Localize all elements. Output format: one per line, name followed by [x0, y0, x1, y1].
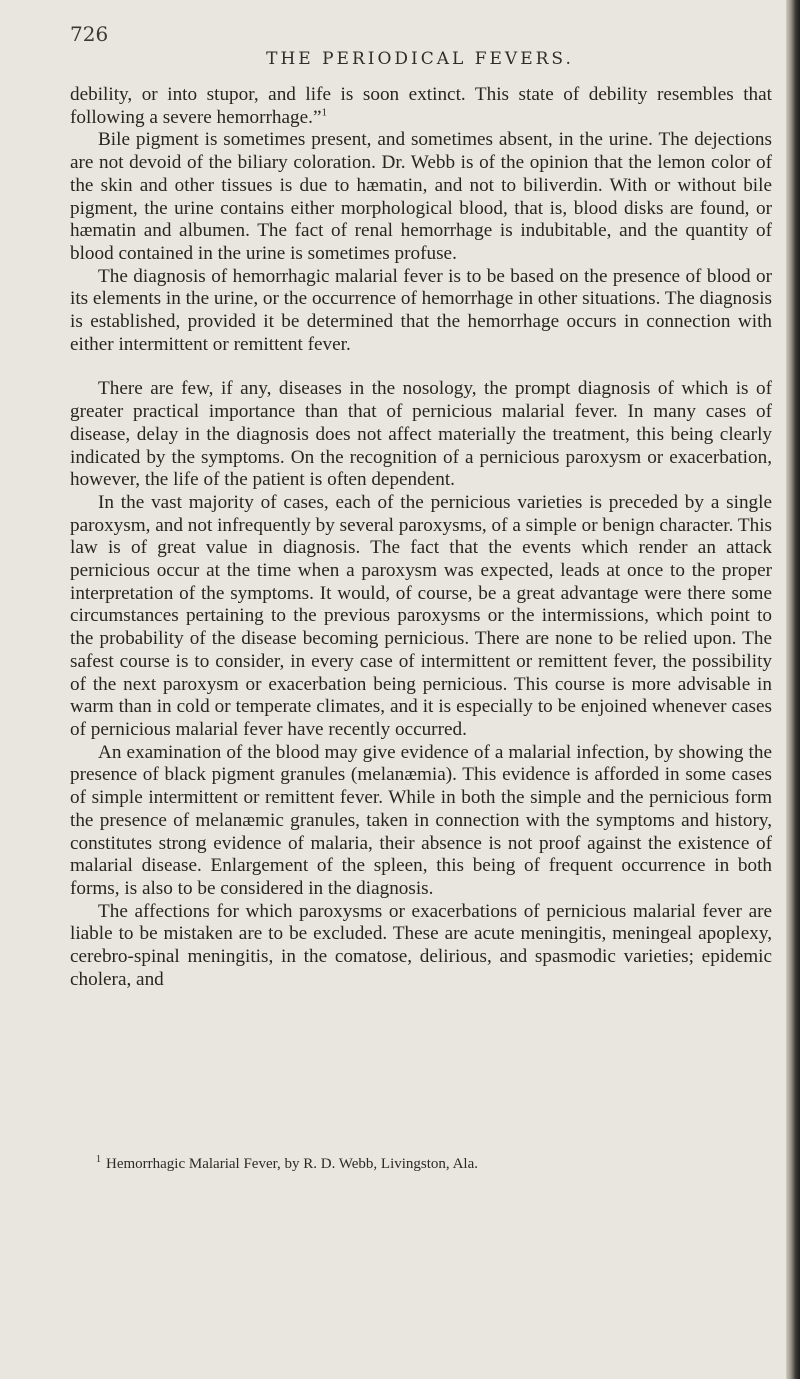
footnote-text: Hemorrhagic Malarial Fever, by R. D. Webb, Livingston, Ala. [106, 1156, 479, 1172]
paragraph-3: The diagnosis of hemorrhagic malarial fever is to be based on the presence of blood or its elements in the urine, or the occurrence of hemorrhage in other situations. The diagnosis is established, provided it be determined that the hemorrhage occurs in connection with either intermittent or remittent fever. [70, 265, 772, 355]
paragraph-4: There are few, if any, diseases in the nosology, the prompt diagnosis of which is of greater practical importance than that of pernicious malarial fever. In many cases of disease, delay in the diagnosis does not affect materially the treatment, this being clearly indicated by the symptoms. On the recognition of a pernicious paroxysm or exacerbation, however, the life of the patient is often dependent. [70, 378, 772, 491]
page-edge-shadow [786, 0, 800, 1379]
paragraph-7: The affections for which paroxysms or exacerbations of pernicious malarial fever are liable to be mistaken are to be excluded. These are acute meningitis, meningeal apoplexy, cerebro-spinal meningitis, in the comatose, delirious, and spasmodic varieties; epidemic cholera, and [70, 900, 772, 990]
paragraph-2: Bile pigment is sometimes present, and sometimes absent, in the urine. The dejections are not devoid of the biliary coloration. Dr. Webb is of the opinion that the lemon color of the skin and other tissues is due to hæmatin, and not to biliverdin. With or without bile pigment, the urine contains either morphological blood, that is, blood disks are found, or hæmatin and albumen. The fact of renal hemorrhage is indubitable, and the quantity of blood contained in the urine is sometimes profuse. [70, 129, 772, 264]
page-number: 726 [70, 22, 109, 46]
footnote-reference: 1 [321, 106, 327, 119]
footnote-mark: 1 [96, 1154, 101, 1165]
running-head: THE PERIODICAL FEVERS. [266, 49, 574, 69]
paragraph-6: An examination of the blood may give evidence of a malarial infection, by showing the presence of black pigment granules (melanæmia). This evidence is afforded in some cases of simple intermittent or remittent fever. While in both the simple and the pernicious form the presence of melanæmic granules, taken in connection with the symptoms and history, constitutes strong evidence of malaria, their absence is not proof against the existence of malarial disease. Enlargement of the spleen, this being of frequent occurrence in both forms, is also to be considered in the diagnosis. [70, 741, 772, 899]
page-header [70, 22, 770, 74]
body-text [70, 84, 772, 991]
footnote [96, 1154, 776, 1173]
paragraph-1: debility, or into stupor, and life is soon extinct. This state of debility resembles that following a severe hemorrhage.”$^1$ [70, 84, 772, 128]
paragraph-5: In the vast majority of cases, each of the pernicious varieties is preceded by a single paroxysm, and not infrequently by several paroxysms, of a simple or benign character. This law is of great value in diagnosis. The fact that the events which render an attack pernicious occur at the time when a paroxysm was expected, leads at once to the proper interpretation of the symptoms. It would, of course, be a great advantage were there some circumstances pertaining to the previous paroxysms or the intermissions, which point to the probability of the disease becoming pernicious. There are none to be relied upon. The safest course is to consider, in every case of intermittent or remittent fever, the possibility of the next paroxysm or exacerbation being pernicious. This course is more advisable in warm than in cold or temperate climates, and it is especially to be enjoined whenever cases of pernicious malarial fever have recently occurred. [70, 491, 772, 740]
